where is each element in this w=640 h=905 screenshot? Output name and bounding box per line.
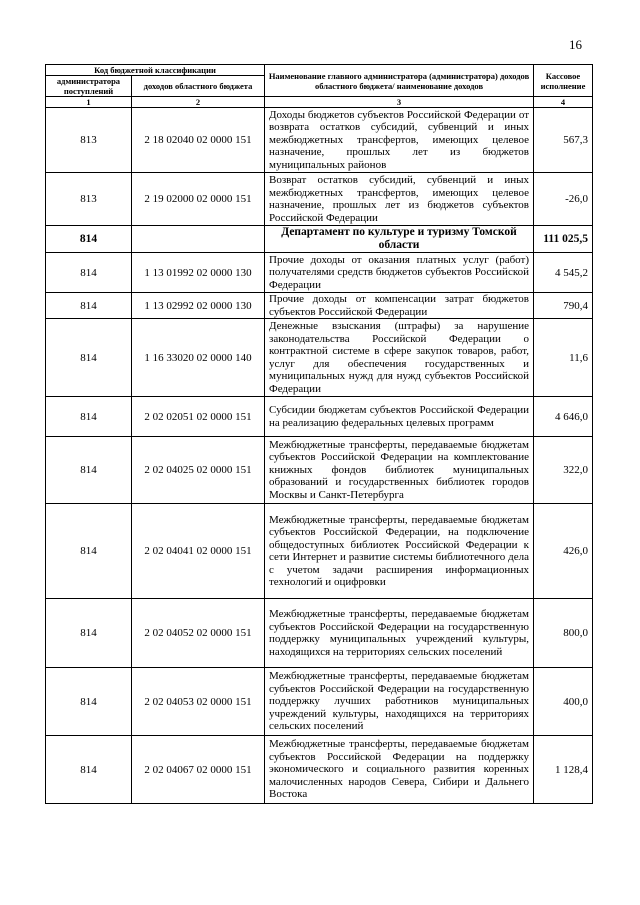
income-name: Денежные взыскания (штрафы) за нарушение законодательства Российской Федерации о контрактной системе в сфере закупок товаров, работ, услуг для обеспечения государственных и муниципальных нужд для нужд субъектов Российской Федерации xyxy=(265,319,534,397)
department-row xyxy=(46,226,593,253)
income-name: Межбюджетные трансферты, передаваемые бюджетам субъектов Российской Федерации на государственную поддержку лучших работников муниципальных учреждений культуры, находящихся на территориях сельских поселений xyxy=(265,668,534,736)
table-row xyxy=(46,736,593,804)
amount: -26,0 xyxy=(534,173,593,226)
table-row xyxy=(46,599,593,668)
column-number: 4 xyxy=(534,97,593,108)
table-row xyxy=(46,437,593,504)
amount: 800,0 xyxy=(534,599,593,668)
table-row xyxy=(46,173,593,226)
income-name: Прочие доходы от компенсации затрат бюджетов субъектов Российской Федерации xyxy=(265,293,534,319)
admin-code: 813 xyxy=(46,173,132,226)
admin-code: 814 xyxy=(46,293,132,319)
department-name: Департамент по культуре и туризму Томской области xyxy=(265,226,534,253)
admin-code: 814 xyxy=(46,226,132,253)
amount: 1 128,4 xyxy=(534,736,593,804)
income-name: Межбюджетные трансферты, передаваемые бюджетам субъектов Российской Федерации на государственную поддержку муниципальных учреждений культуры, находящихся на территориях сельских поселений xyxy=(265,599,534,668)
amount: 4 545,2 xyxy=(534,253,593,293)
amount: 400,0 xyxy=(534,668,593,736)
amount: 111 025,5 xyxy=(534,226,593,253)
income-name: Доходы бюджетов субъектов Российской Федерации от возврата остатков субсидий, субвенций и иных межбюджетных трансфертов, имеющих целевое назначение, прошлых лет из бюджетов муниципальных районов xyxy=(265,108,534,173)
amount: 790,4 xyxy=(534,293,593,319)
admin-code: 814 xyxy=(46,437,132,504)
income-code: 1 16 33020 02 0000 140 xyxy=(132,319,265,397)
column-number: 3 xyxy=(265,97,534,108)
income-code: 1 13 01992 02 0000 130 xyxy=(132,253,265,293)
admin-code: 814 xyxy=(46,599,132,668)
income-code: 2 02 02051 02 0000 151 xyxy=(132,397,265,437)
income-name: Субсидии бюджетам субъектов Российской Федерации на реализацию федеральных целевых программ xyxy=(265,397,534,437)
income-name: Межбюджетные трансферты, передаваемые бюджетам субъектов Российской Федерации на комплектование книжных фондов библиотек муниципальных образований и государственных библиотек городов Москвы и Санкт-Петербурга xyxy=(265,437,534,504)
table-row xyxy=(46,668,593,736)
income-code: 1 13 02992 02 0000 130 xyxy=(132,293,265,319)
income-code xyxy=(132,226,265,253)
amount: 567,3 xyxy=(534,108,593,173)
budget-classification-header: Код бюджетной классификации xyxy=(46,65,265,76)
table-row xyxy=(46,108,593,173)
page-number: 16 xyxy=(569,37,582,52)
income-code: 2 19 02000 02 0000 151 xyxy=(132,173,265,226)
amount: 11,6 xyxy=(534,319,593,397)
admin-code: 814 xyxy=(46,319,132,397)
admin-code: 814 xyxy=(46,736,132,804)
amount: 426,0 xyxy=(534,504,593,599)
income-name: Прочие доходы от оказания платных услуг (работ) получателями средств бюджетов субъектов Российской Федерации xyxy=(265,253,534,293)
admin-code: 814 xyxy=(46,668,132,736)
table-row xyxy=(46,253,593,293)
amount-column-header: Кассовое исполнение xyxy=(534,65,593,97)
income-code: 2 02 04067 02 0000 151 xyxy=(132,736,265,804)
admin-code: 813 xyxy=(46,108,132,173)
table-row xyxy=(46,397,593,437)
income-name: Возврат остатков субсидий, субвенций и иных межбюджетных трансфертов, имеющих целевое назначение, прошлых лет из бюджетов субъектов Российской Федерации xyxy=(265,173,534,226)
amount: 4 646,0 xyxy=(534,397,593,437)
admin-code: 814 xyxy=(46,397,132,437)
column-number: 2 xyxy=(132,97,265,108)
table-row xyxy=(46,293,593,319)
income-name: Межбюджетные трансферты, передаваемые бюджетам субъектов Российской Федерации, на подключение общедоступных библиотек Российской Федерации к сети Интернет и развитие системы библиотечного дела с учетом задачи расширения информационных технологий и оцифровки xyxy=(265,504,534,599)
income-code: 2 18 02040 02 0000 151 xyxy=(132,108,265,173)
budget-table xyxy=(45,64,593,804)
income-code: 2 02 04052 02 0000 151 xyxy=(132,599,265,668)
name-column-header: Наименование главного администратора (администратора) доходов областного бюджета/ наименование доходов xyxy=(265,65,534,97)
admin-code: 814 xyxy=(46,253,132,293)
amount: 322,0 xyxy=(534,437,593,504)
admin-column-header: администратора поступлений xyxy=(46,76,132,97)
table-row xyxy=(46,504,593,599)
income-code: 2 02 04041 02 0000 151 xyxy=(132,504,265,599)
column-number: 1 xyxy=(46,97,132,108)
table-row xyxy=(46,319,593,397)
admin-code: 814 xyxy=(46,504,132,599)
income-code: 2 02 04025 02 0000 151 xyxy=(132,437,265,504)
code-column-header: доходов областного бюджета xyxy=(132,76,265,97)
income-name: Межбюджетные трансферты, передаваемые бюджетам субъектов Российской Федерации на поддержку экономического и социального развития коренных малочисленных народов Севера, Сибири и Дальнего Востока xyxy=(265,736,534,804)
income-code: 2 02 04053 02 0000 151 xyxy=(132,668,265,736)
